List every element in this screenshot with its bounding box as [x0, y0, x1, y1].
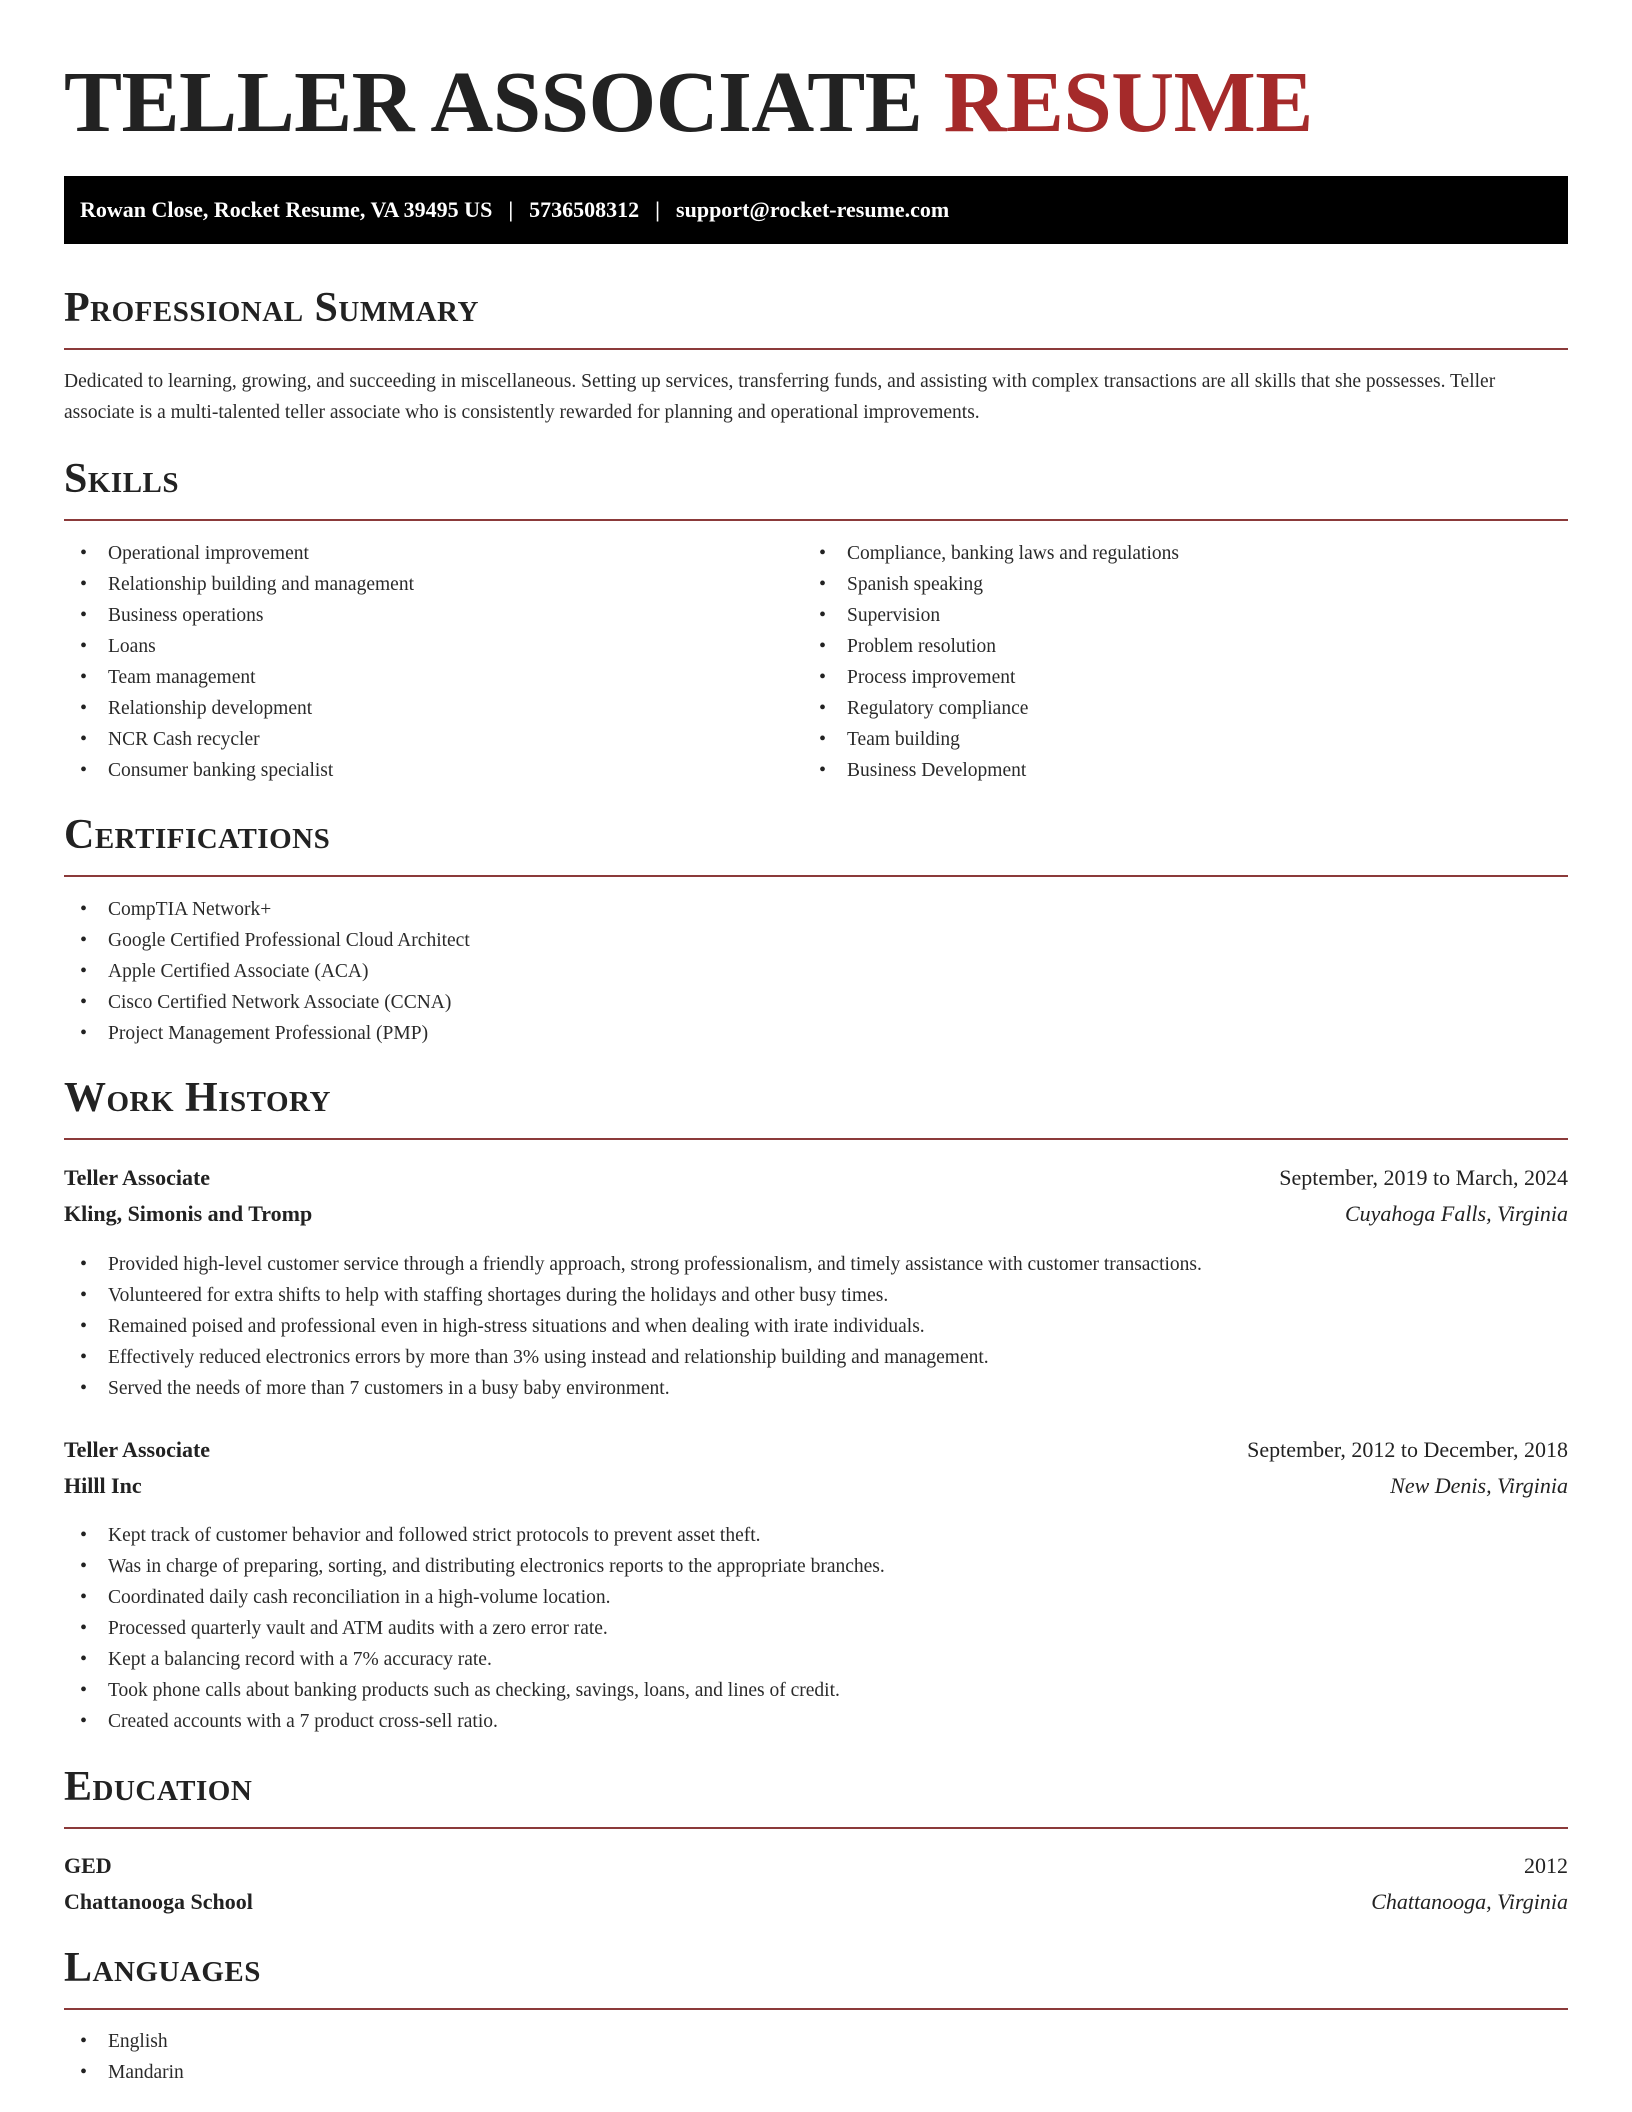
job-duty-item: • Kept a balancing record with a 7% accuracy rate. — [64, 1644, 885, 1675]
work-heading: Work History — [64, 1075, 331, 1121]
job-duty-item: • Served the needs of more than 7 customers in a busy baby environment. — [64, 1373, 1202, 1404]
education-school-row — [64, 1884, 1568, 1920]
languages-list — [64, 2026, 184, 2088]
contact-bar — [64, 176, 1568, 244]
certifications-list — [64, 894, 470, 1049]
job-company: Kling, Simonis and Tromp — [64, 1201, 313, 1226]
skill-item: • Relationship building and management — [64, 569, 414, 600]
job-duty-item: • Created accounts with a 7 product cross-sell ratio. — [64, 1706, 885, 1737]
summary-heading: Professional Summary — [64, 285, 479, 331]
skill-item: • Business Development — [803, 755, 1179, 786]
education-year: 2012 — [1524, 1853, 1568, 1878]
education-degree: GED — [64, 1853, 112, 1878]
education-section-heading — [64, 1763, 1568, 1829]
skill-item: • Consumer banking specialist — [64, 755, 414, 786]
skill-item: • Operational improvement — [64, 538, 414, 569]
languages-heading: Languages — [64, 1945, 261, 1991]
job-title: Teller Associate — [64, 1437, 211, 1462]
certifications-heading: Certifications — [64, 812, 331, 858]
certification-item: • CompTIA Network+ — [64, 894, 470, 925]
skill-item: • Supervision — [803, 600, 1179, 631]
job-dates: September, 2019 to March, 2024 — [1279, 1165, 1568, 1190]
certification-item: • Google Certified Professional Cloud Architect — [64, 925, 470, 956]
job-duty-item: • Provided high-level customer service through a friendly approach, strong professionalism, and timely assistance with customer transactions. — [64, 1249, 1202, 1280]
education-heading: Education — [64, 1764, 253, 1810]
job-duty-item: • Remained poised and professional even in high-stress situations and when dealing with irate individuals. — [64, 1311, 1202, 1342]
job-duties-list — [64, 1520, 885, 1737]
title-main: TELLER ASSOCIATE — [64, 53, 923, 150]
summary-section-heading — [64, 284, 1568, 350]
contact-separator: | — [508, 197, 514, 222]
job-duty-item: • Kept track of customer behavior and followed strict protocols to prevent asset theft. — [64, 1520, 885, 1551]
skills-list-right — [803, 538, 1179, 786]
skill-item: • Compliance, banking laws and regulations — [803, 538, 1179, 569]
contact-email: support@rocket-resume.com — [676, 197, 950, 222]
title-accent: RESUME — [943, 53, 1313, 150]
skill-item: • Problem resolution — [803, 631, 1179, 662]
skill-item: • Spanish speaking — [803, 569, 1179, 600]
job-header-row — [64, 1432, 1568, 1468]
job-title: Teller Associate — [64, 1165, 211, 1190]
job-company-row — [64, 1468, 1568, 1504]
job-header-row — [64, 1160, 1568, 1196]
job-duties-list — [64, 1249, 1202, 1404]
job-location: Cuyahoga Falls, Virginia — [1344, 1201, 1568, 1226]
certifications-section-heading — [64, 811, 1568, 877]
job-location: New Denis, Virginia — [1390, 1473, 1568, 1498]
job-duty-item: • Effectively reduced electronics errors by more than 3% using instead and relationship building and management. — [64, 1342, 1202, 1373]
skills-heading: Skills — [64, 456, 180, 502]
job-company: Hilll Inc — [64, 1473, 142, 1498]
job-dates: September, 2012 to December, 2018 — [1247, 1437, 1568, 1462]
contact-address: Rowan Close, Rocket Resume, VA 39495 US — [80, 197, 493, 222]
skill-item: • Loans — [64, 631, 414, 662]
education-school: Chattanooga School — [64, 1889, 253, 1914]
job-duty-item: • Was in charge of preparing, sorting, and distributing electronics reports to the appropriate branches. — [64, 1551, 885, 1582]
skill-item: • NCR Cash recycler — [64, 724, 414, 755]
skill-item: • Process improvement — [803, 662, 1179, 693]
certification-item: • Cisco Certified Network Associate (CCNA) — [64, 987, 470, 1018]
job-company-row — [64, 1196, 1568, 1232]
language-item: • Mandarin — [64, 2057, 184, 2088]
skill-item: • Relationship development — [64, 693, 414, 724]
certification-item: • Apple Certified Associate (ACA) — [64, 956, 470, 987]
language-item: • English — [64, 2026, 184, 2057]
job-duty-item: • Volunteered for extra shifts to help with staffing shortages during the holidays and other busy times. — [64, 1280, 1202, 1311]
job-duty-item: • Took phone calls about banking products such as checking, savings, loans, and lines of credit. — [64, 1675, 885, 1706]
certification-item: • Project Management Professional (PMP) — [64, 1018, 470, 1049]
job-duty-item: • Coordinated daily cash reconciliation in a high-volume location. — [64, 1582, 885, 1613]
education-location: Chattanooga, Virginia — [1371, 1889, 1568, 1914]
resume-title — [64, 52, 1313, 152]
skills-list-left — [64, 538, 414, 786]
summary-text: Dedicated to learning, growing, and succeeding in miscellaneous. Setting up services, transferring funds, and assisting with complex transactions are all skills that she possesses. Teller associate is a multi-talented teller associate who is consistently rewarded for planning and operational improvements. — [64, 371, 1496, 423]
contact-phone: 5736508312 — [529, 197, 640, 222]
skill-item: • Team building — [803, 724, 1179, 755]
skills-section-heading — [64, 455, 1568, 521]
job-duty-item: • Processed quarterly vault and ATM audits with a zero error rate. — [64, 1613, 885, 1644]
skill-item: • Team management — [64, 662, 414, 693]
education-degree-row — [64, 1848, 1568, 1884]
contact-separator: | — [655, 197, 661, 222]
work-section-heading — [64, 1074, 1568, 1140]
skill-item: • Regulatory compliance — [803, 693, 1179, 724]
languages-section-heading — [64, 1944, 1568, 2010]
skill-item: • Business operations — [64, 600, 414, 631]
